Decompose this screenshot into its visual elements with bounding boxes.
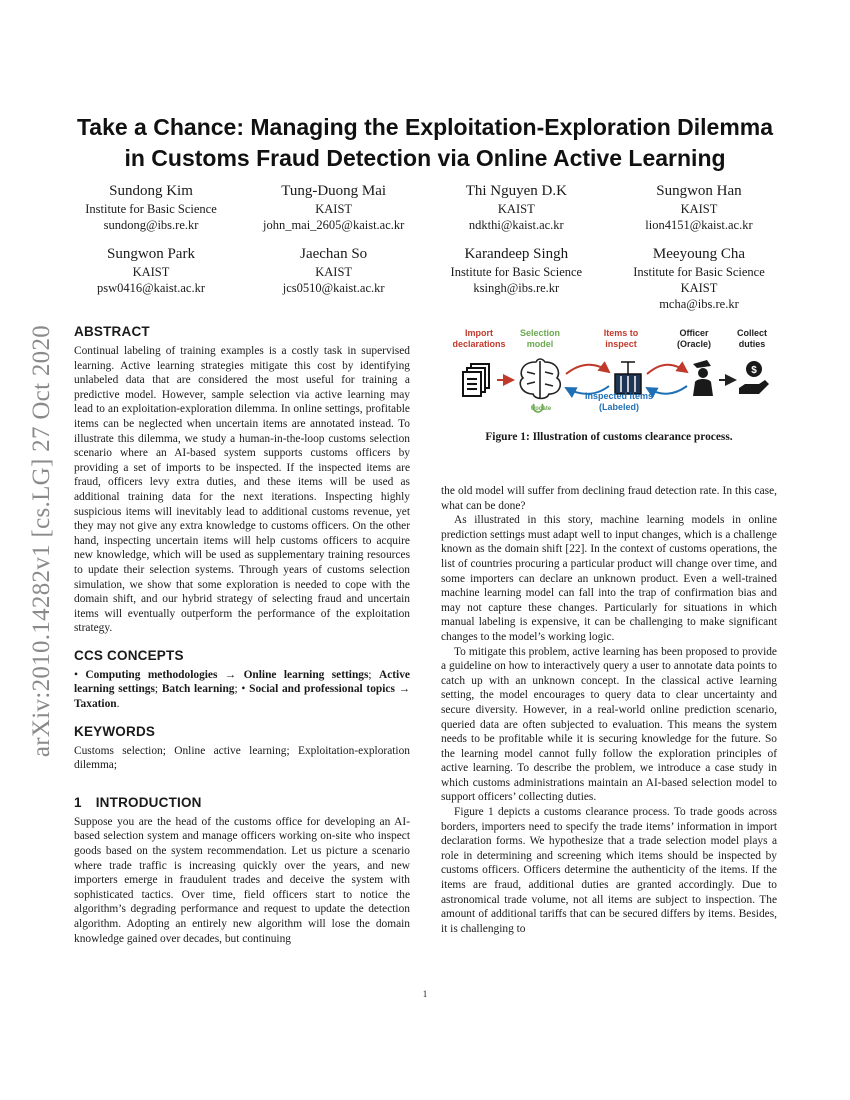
author-affiliation: Institute for Basic Science — [85, 202, 217, 216]
author-name: Sundong Kim — [109, 183, 193, 199]
author-affiliation-secondary: KAIST — [680, 281, 718, 295]
document-stack-icon — [463, 364, 489, 396]
flow-arrow — [566, 365, 609, 374]
intro-heading — [74, 795, 410, 810]
section-title: INTRODUCTION — [95, 794, 202, 810]
label-import-declarations: Import declarations — [452, 328, 506, 349]
section-number: 1 — [74, 794, 82, 810]
author-card — [243, 182, 425, 233]
author-card — [243, 245, 425, 312]
arxiv-id: arXiv:2010.14282v1 [cs.LG] 27 Oct 2020 — [28, 324, 56, 757]
ccs-concept: Taxation — [74, 698, 117, 711]
page-number: 1 — [422, 989, 428, 999]
label-inspected-items: Inspected items (Labeled) — [584, 391, 654, 412]
arxiv-stamp — [22, 298, 62, 783]
intro-paragraph-4: Figure 1 depicts a customs clearance process. To trade goods across borders, importers need to specify the trade items’ information in import declaration forms. We hypothesize that a trade selection model plays a role in determining and screening which items should be inspected by customs officers. Officers determine the authenticity of the items. If the items are fraud, additional duties are granted accordingly. Due to astronomical trade volume, not all items are subject to inspection. The amount of additional tariffs that can be secured differs by items. Besides, it is challenging to — [441, 806, 777, 935]
author-card — [60, 245, 242, 312]
flow-arrow — [647, 365, 687, 374]
brain-icon — [520, 359, 560, 399]
paper-title — [60, 112, 790, 174]
abstract-text: Continual labeling of training examples is a costly task in supervised learning. Active learning strategies mitigate this cost by identifying unlabeled data that are considered the most useful for training a predictive model. However, sample selection via active learning may lead to an exploitation-exploration dilemma. In online settings, profitable items can be neglected when uncertain items are annotated instead. To illustrate this dilemma, we study a human-in-the-loop customs selection scenario where an AI-based system supports customs officers by providing a set of imports to be inspected. If the inspected items are fraud, officers levy extra duties, and these items will be used as additional training data for the next iterations. Inspecting highly suspicious items will inevitably lead to additional customs revenue, yet they may not give any extra knowledge to customs officers. On the other hand, inspecting uncertain items will help customs officers to acquire new knowledge, which will be used as supplementary training resources to update their selection systems. Through years of customs selection simulation, we show that some exploration is needed to cope with the domain shift, and our hybrid strategy of selecting fraud and uncertain items will eventually outperform the performance of the exploitation strategy. — [74, 345, 410, 635]
author-affiliation: KAIST — [315, 265, 353, 279]
title-line-2: in Customs Fraud Detection via Online Active Learning — [124, 145, 726, 171]
ccs-concept: Social and professional topics — [249, 683, 395, 696]
intro-paragraph-3: To mitigate this problem, active learning has been proposed to provide a guideline on how to interactively query a user to annotate data points to catch up with an unknown concept. In the classical active learning setting, the model encourages to query data to clear uncertainty and secure diversity. However, in a real-world online prediction scenario, queried data are often subjected to evaluation. This means the system needs to be profitable while it is securing knowledge for the future. So the learning model cannot fully follow the exploration principles of active learning. To describe the problem, we introduce a case study in which customs administrations maintain an AI-based selection model to support officers’ collecting duties. — [441, 645, 777, 804]
author-block — [60, 182, 790, 324]
author-card — [425, 182, 607, 233]
intro-paragraph-1: Suppose you are the head of the customs office for developing an AI-based selection system and manage officers working on-site who inspect goods based on the system recommendation. Let us picture a scenario where trade traffic is increasing quickly over the years, and new importers emerge in fraudulent trades and deceive the system with sophisticated tactics. Over time, field officers start to notice the algorithm’s degrading performance and request to update the detection algorithm. Adopting an entirely new algorithm will lose the domain knowledge gained over decades, but continuing — [74, 815, 410, 945]
author-affiliation: KAIST — [132, 265, 170, 279]
officer-icon — [693, 360, 713, 396]
ccs-arrow: → — [224, 668, 237, 681]
author-email: mcha@ibs.re.kr — [659, 297, 739, 311]
author-affiliation: Institute for Basic Science — [450, 265, 583, 279]
author-name: Karandeep Singh — [464, 246, 569, 262]
ccs-bullet: • — [241, 683, 246, 696]
ccs-concept: Batch learning — [161, 683, 235, 696]
author-card — [425, 245, 607, 312]
keywords-text: Customs selection; Online active learning; Exploitation-exploration dilemma; — [74, 744, 410, 772]
author-email: ksingh@ibs.re.kr — [473, 281, 560, 295]
author-row-1 — [60, 182, 790, 233]
abstract-heading: ABSTRACT — [74, 324, 150, 339]
label-update: Update — [530, 406, 552, 412]
ccs-concept: Computing methodologies — [85, 668, 218, 681]
author-name: Tung-Duong Mai — [281, 183, 387, 199]
ccs-concept: Online learning settings — [243, 668, 369, 681]
author-name: Sungwon Han — [656, 183, 742, 199]
ccs-text: • Computing methodologies → Online learning settings; Active learning settings; Batch learning; • Social and professional topics → Taxation. — [74, 668, 410, 711]
author-email: john_mai_2605@kaist.ac.kr — [262, 218, 405, 232]
author-email: psw0416@kaist.ac.kr — [96, 281, 206, 295]
author-affiliation: KAIST — [497, 202, 535, 216]
label-selection-model: Selection model — [519, 328, 560, 349]
author-name: Thi Nguyen D.K — [465, 183, 567, 199]
author-name: Meeyoung Cha — [652, 246, 745, 262]
right-column — [441, 484, 777, 936]
author-name: Sungwon Park — [107, 246, 195, 262]
author-email: ndkthi@kaist.ac.kr — [468, 218, 564, 232]
ccs-arrow: → — [398, 683, 410, 696]
ccs-heading: CCS CONCEPTS — [74, 647, 184, 663]
title-line-1: Take a Chance: Managing the Exploitation-Exploration Dilemma — [76, 114, 774, 140]
label-items-to-inspect: Items to inspect — [603, 328, 639, 349]
author-affiliation: Institute for Basic Science — [633, 265, 765, 279]
figure-caption: Figure 1: Illustration of customs clearance process. — [485, 431, 733, 443]
author-card — [608, 182, 790, 233]
left-column — [74, 324, 410, 946]
author-row-2 — [60, 245, 790, 312]
author-affiliation: KAIST — [680, 202, 718, 216]
author-name: Jaechan So — [300, 246, 368, 262]
dollar-sign-icon: $ — [751, 365, 757, 376]
ccs-concept: Active learning settings — [74, 668, 410, 696]
author-email: sundong@ibs.re.kr — [103, 218, 199, 232]
author-email: jcs0510@kaist.ac.kr — [282, 281, 385, 295]
author-email: lion4151@kaist.ac.kr — [645, 218, 753, 232]
keywords-heading: KEYWORDS — [74, 723, 156, 739]
ccs-bullet: • — [74, 668, 78, 681]
author-card — [608, 245, 790, 312]
intro-paragraph-1-continued: the old model will suffer from declining fraud detection rate. In this case, what can be done? — [441, 485, 777, 512]
label-collect-duties: Collect duties — [736, 328, 767, 349]
label-officer: Officer (Oracle) — [676, 328, 711, 349]
author-affiliation: KAIST — [315, 202, 353, 216]
author-card — [60, 182, 242, 233]
container-icon — [615, 362, 641, 394]
intro-paragraph-2: As illustrated in this story, machine learning models in online prediction settings must adapt well to input changes, which is a challenge known as the domain shift [22]. In the context of customs operations, the list of countries procuring a particular product will change over time, and some importers can declare an unknown product. Even a well-trained machine learning model can fall into the trap of confirmation bias and may not capture these changes. Particularly for situations in which manual labeling is expensive, it can be challenging to make significant changes to the model’s working logic. — [441, 514, 777, 643]
